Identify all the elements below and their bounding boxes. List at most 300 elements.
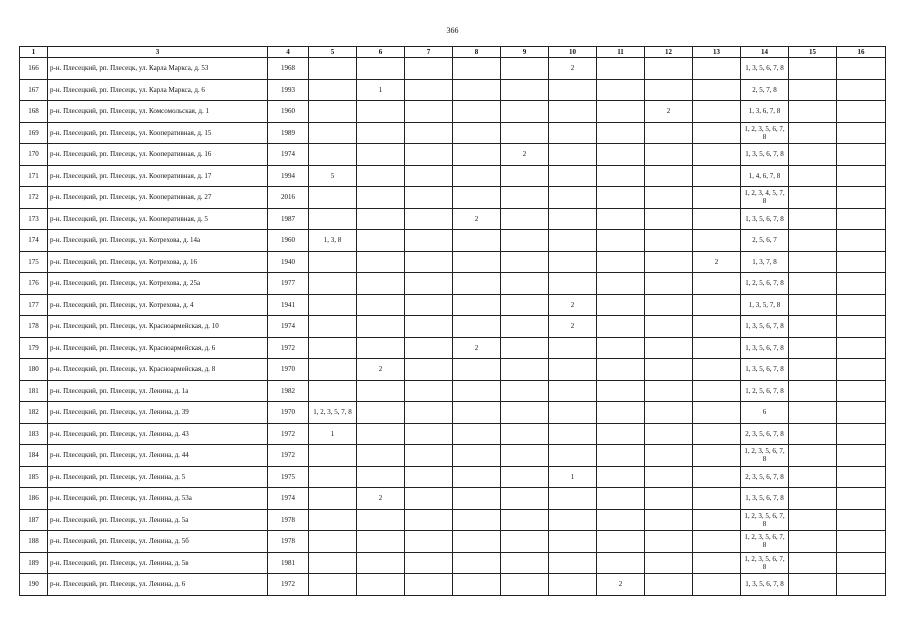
table-cell bbox=[837, 230, 886, 252]
year-cell: 1974 bbox=[268, 144, 309, 166]
table-cell bbox=[309, 273, 357, 295]
table-cell bbox=[453, 251, 501, 273]
table-cell bbox=[357, 423, 405, 445]
table-row bbox=[20, 230, 886, 252]
table-row bbox=[20, 466, 886, 488]
table-cell: 2 bbox=[357, 488, 405, 510]
table-cell bbox=[789, 359, 837, 381]
table-cell bbox=[837, 531, 886, 553]
table-cell bbox=[501, 380, 549, 402]
table-cell bbox=[501, 58, 549, 80]
table-cell bbox=[789, 574, 837, 596]
row-number-cell: 186 bbox=[20, 488, 48, 510]
table-cell bbox=[645, 402, 693, 424]
address-cell: р-н. Плесецкий, рп. Плесецк, ул. Ленина, д. 53а bbox=[48, 488, 268, 510]
table-cell bbox=[597, 316, 645, 338]
table-row bbox=[20, 380, 886, 402]
registry-table bbox=[19, 46, 886, 596]
table-cell: 1, 3, 5, 7, 8 bbox=[741, 294, 789, 316]
table-row bbox=[20, 402, 886, 424]
address-cell: р-н. Плесецкий, рп. Плесецк, ул. Красноармейская, д. 8 bbox=[48, 359, 268, 381]
column-header: 12 bbox=[645, 47, 693, 58]
table-cell bbox=[645, 488, 693, 510]
table-cell bbox=[309, 531, 357, 553]
table-cell bbox=[837, 79, 886, 101]
table-cell bbox=[357, 294, 405, 316]
table-cell bbox=[789, 466, 837, 488]
row-number-cell: 178 bbox=[20, 316, 48, 338]
table-cell bbox=[501, 273, 549, 295]
column-header: 14 bbox=[741, 47, 789, 58]
table-cell bbox=[309, 466, 357, 488]
table-cell bbox=[549, 574, 597, 596]
table-row bbox=[20, 337, 886, 359]
table-cell bbox=[645, 574, 693, 596]
row-number-cell: 177 bbox=[20, 294, 48, 316]
table-cell bbox=[309, 552, 357, 574]
address-cell: р-н. Плесецкий, рп. Плесецк, ул. Комсомольская, д. 1 bbox=[48, 101, 268, 123]
row-number-cell: 173 bbox=[20, 208, 48, 230]
table-cell bbox=[453, 466, 501, 488]
table-cell bbox=[645, 423, 693, 445]
table-cell bbox=[405, 230, 453, 252]
table-cell bbox=[405, 402, 453, 424]
table-cell bbox=[309, 144, 357, 166]
table-cell bbox=[405, 423, 453, 445]
table-cell bbox=[501, 359, 549, 381]
table-cell bbox=[597, 165, 645, 187]
table-cell bbox=[549, 208, 597, 230]
table-cell bbox=[693, 208, 741, 230]
column-header: 5 bbox=[309, 47, 357, 58]
table-cell bbox=[837, 208, 886, 230]
table-cell: 5 bbox=[309, 165, 357, 187]
table-cell bbox=[309, 380, 357, 402]
table-cell bbox=[453, 509, 501, 531]
table-cell bbox=[693, 144, 741, 166]
year-cell: 1981 bbox=[268, 552, 309, 574]
column-header: 13 bbox=[693, 47, 741, 58]
table-cell bbox=[357, 337, 405, 359]
table-cell bbox=[837, 316, 886, 338]
table-cell bbox=[309, 251, 357, 273]
table-cell bbox=[357, 273, 405, 295]
table-cell bbox=[549, 531, 597, 553]
table-cell bbox=[693, 402, 741, 424]
table-cell bbox=[357, 445, 405, 467]
table-cell bbox=[357, 574, 405, 596]
table-cell: 2 bbox=[549, 316, 597, 338]
table-cell bbox=[789, 294, 837, 316]
table-cell: 2 bbox=[549, 294, 597, 316]
year-cell: 1994 bbox=[268, 165, 309, 187]
table-cell: 1, 3, 5, 6, 7, 8 bbox=[741, 144, 789, 166]
row-number-cell: 172 bbox=[20, 187, 48, 209]
table-cell bbox=[453, 294, 501, 316]
table-cell: 1, 2, 5, 6, 7, 8 bbox=[741, 380, 789, 402]
table-cell: 1, 3, 5, 6, 7, 8 bbox=[741, 488, 789, 510]
table-row bbox=[20, 294, 886, 316]
column-header: 9 bbox=[501, 47, 549, 58]
table-cell bbox=[597, 187, 645, 209]
table-cell bbox=[837, 251, 886, 273]
table-cell bbox=[405, 165, 453, 187]
table-cell: 2, 5, 6, 7 bbox=[741, 230, 789, 252]
table-cell bbox=[645, 531, 693, 553]
table-cell bbox=[501, 79, 549, 101]
table-cell: 1 bbox=[357, 79, 405, 101]
year-cell: 1941 bbox=[268, 294, 309, 316]
table-cell bbox=[837, 187, 886, 209]
table-cell bbox=[789, 144, 837, 166]
table-cell bbox=[549, 230, 597, 252]
table-cell bbox=[405, 294, 453, 316]
table-cell bbox=[309, 445, 357, 467]
table-header-row bbox=[20, 47, 886, 58]
table-cell: 1, 3, 8 bbox=[309, 230, 357, 252]
table-cell bbox=[597, 445, 645, 467]
table-cell bbox=[789, 552, 837, 574]
table-cell bbox=[357, 251, 405, 273]
table-cell bbox=[645, 337, 693, 359]
table-cell bbox=[645, 251, 693, 273]
table-cell bbox=[789, 380, 837, 402]
address-cell: р-н. Плесецкий, рп. Плесецк, ул. Кооперативная, д. 16 bbox=[48, 144, 268, 166]
table-cell bbox=[789, 509, 837, 531]
table-cell bbox=[309, 79, 357, 101]
table-row bbox=[20, 79, 886, 101]
table-cell bbox=[837, 402, 886, 424]
table-cell bbox=[645, 208, 693, 230]
row-number-cell: 181 bbox=[20, 380, 48, 402]
table-cell bbox=[309, 208, 357, 230]
column-header: 4 bbox=[268, 47, 309, 58]
table-row bbox=[20, 122, 886, 144]
table-cell bbox=[693, 466, 741, 488]
table-row bbox=[20, 552, 886, 574]
table-cell bbox=[405, 445, 453, 467]
table-cell bbox=[357, 380, 405, 402]
table-cell bbox=[405, 251, 453, 273]
table-cell bbox=[501, 122, 549, 144]
table-cell bbox=[405, 208, 453, 230]
address-cell: р-н. Плесецкий, рп. Плесецк, ул. Кооперативная, д. 27 bbox=[48, 187, 268, 209]
table-cell: 2 bbox=[453, 337, 501, 359]
table-cell bbox=[405, 316, 453, 338]
table-cell bbox=[645, 79, 693, 101]
table-cell bbox=[789, 531, 837, 553]
table-cell bbox=[597, 122, 645, 144]
table-cell bbox=[501, 294, 549, 316]
table-cell bbox=[453, 79, 501, 101]
address-cell: р-н. Плесецкий, рп. Плесецк, ул. Котрехова, д. 25а bbox=[48, 273, 268, 295]
table-row bbox=[20, 359, 886, 381]
table-cell bbox=[357, 552, 405, 574]
table-body bbox=[20, 58, 886, 596]
table-cell bbox=[645, 380, 693, 402]
table-cell: 1, 2, 3, 5, 6, 7, 8 bbox=[741, 445, 789, 467]
table-cell: 1, 3, 5, 6, 7, 8 bbox=[741, 316, 789, 338]
table-cell: 1, 3, 5, 6, 7, 8 bbox=[741, 574, 789, 596]
table-cell bbox=[597, 58, 645, 80]
table-cell bbox=[357, 187, 405, 209]
table-cell bbox=[693, 316, 741, 338]
table-cell bbox=[693, 230, 741, 252]
table-cell bbox=[549, 187, 597, 209]
table-cell bbox=[693, 380, 741, 402]
table-cell bbox=[597, 294, 645, 316]
column-header: 15 bbox=[789, 47, 837, 58]
table-cell bbox=[837, 380, 886, 402]
address-cell: р-н. Плесецкий, рп. Плесецк, ул. Ленина, д. 5б bbox=[48, 531, 268, 553]
table-cell bbox=[789, 316, 837, 338]
row-number-cell: 171 bbox=[20, 165, 48, 187]
table-row bbox=[20, 423, 886, 445]
table-cell bbox=[597, 208, 645, 230]
table-cell bbox=[837, 294, 886, 316]
year-cell: 1974 bbox=[268, 316, 309, 338]
table-cell bbox=[549, 165, 597, 187]
table-cell bbox=[501, 187, 549, 209]
table-row bbox=[20, 316, 886, 338]
address-cell: р-н. Плесецкий, рп. Плесецк, ул. Ленина, д. 1а bbox=[48, 380, 268, 402]
table-cell bbox=[501, 251, 549, 273]
table-cell bbox=[645, 552, 693, 574]
table-cell bbox=[357, 101, 405, 123]
table-cell bbox=[453, 165, 501, 187]
table-cell bbox=[309, 359, 357, 381]
table-cell bbox=[501, 316, 549, 338]
table-cell: 1, 3, 5, 6, 7, 8 bbox=[741, 58, 789, 80]
table-cell: 2 bbox=[501, 144, 549, 166]
table-cell bbox=[501, 445, 549, 467]
table-cell bbox=[693, 574, 741, 596]
table-cell: 1, 2, 3, 5, 7, 8 bbox=[309, 402, 357, 424]
table-cell bbox=[693, 122, 741, 144]
table-cell bbox=[357, 316, 405, 338]
table-cell bbox=[453, 488, 501, 510]
year-cell: 1960 bbox=[268, 101, 309, 123]
table-cell: 1, 2, 5, 6, 7, 8 bbox=[741, 273, 789, 295]
table-cell bbox=[837, 423, 886, 445]
table-cell bbox=[549, 509, 597, 531]
table-cell bbox=[597, 230, 645, 252]
column-header: 16 bbox=[837, 47, 886, 58]
table-cell bbox=[597, 466, 645, 488]
table-cell bbox=[597, 359, 645, 381]
table-cell bbox=[405, 122, 453, 144]
table-cell: 2, 3, 5, 6, 7, 8 bbox=[741, 466, 789, 488]
year-cell: 1972 bbox=[268, 445, 309, 467]
table-cell bbox=[501, 101, 549, 123]
table-cell bbox=[453, 445, 501, 467]
table-cell bbox=[597, 488, 645, 510]
table-cell bbox=[645, 273, 693, 295]
row-number-cell: 179 bbox=[20, 337, 48, 359]
table-cell bbox=[501, 531, 549, 553]
table-cell bbox=[789, 402, 837, 424]
table-cell bbox=[309, 294, 357, 316]
table-cell bbox=[837, 165, 886, 187]
table-cell bbox=[789, 251, 837, 273]
table-cell bbox=[453, 144, 501, 166]
table-cell bbox=[453, 402, 501, 424]
year-cell: 1970 bbox=[268, 402, 309, 424]
table-cell bbox=[645, 58, 693, 80]
table-cell bbox=[837, 122, 886, 144]
address-cell: р-н. Плесецкий, рп. Плесецк, ул. Котрехова, д. 4 bbox=[48, 294, 268, 316]
table-cell bbox=[789, 445, 837, 467]
table-cell bbox=[597, 402, 645, 424]
table-cell bbox=[357, 466, 405, 488]
table-row bbox=[20, 101, 886, 123]
address-cell: р-н. Плесецкий, рп. Плесецк, ул. Кооперативная, д. 17 bbox=[48, 165, 268, 187]
table-cell: 1, 3, 5, 6, 7, 8 bbox=[741, 337, 789, 359]
table-cell bbox=[549, 79, 597, 101]
table-cell bbox=[549, 101, 597, 123]
table-cell bbox=[837, 359, 886, 381]
table-cell bbox=[693, 187, 741, 209]
row-number-cell: 187 bbox=[20, 509, 48, 531]
address-cell: р-н. Плесецкий, рп. Плесецк, ул. Ленина, д. 43 bbox=[48, 423, 268, 445]
page-number: 366 bbox=[446, 26, 459, 35]
table-cell bbox=[789, 337, 837, 359]
table-cell bbox=[693, 58, 741, 80]
table-cell bbox=[501, 402, 549, 424]
table-cell bbox=[501, 509, 549, 531]
table-cell bbox=[597, 79, 645, 101]
table-cell bbox=[501, 552, 549, 574]
table-cell bbox=[597, 423, 645, 445]
column-header: 8 bbox=[453, 47, 501, 58]
table-cell bbox=[453, 316, 501, 338]
table-cell bbox=[549, 337, 597, 359]
address-cell: р-н. Плесецкий, рп. Плесецк, ул. Карла Маркса, д. 53 bbox=[48, 58, 268, 80]
table-cell bbox=[837, 488, 886, 510]
table-cell bbox=[405, 380, 453, 402]
table-cell: 1, 3, 6, 7, 8 bbox=[741, 101, 789, 123]
table-row bbox=[20, 208, 886, 230]
year-cell: 1989 bbox=[268, 122, 309, 144]
table-row bbox=[20, 187, 886, 209]
table-cell bbox=[693, 294, 741, 316]
row-number-cell: 168 bbox=[20, 101, 48, 123]
table-cell bbox=[405, 359, 453, 381]
table-cell bbox=[837, 58, 886, 80]
table-cell bbox=[597, 101, 645, 123]
table-cell bbox=[645, 445, 693, 467]
row-number-cell: 170 bbox=[20, 144, 48, 166]
table-cell bbox=[405, 273, 453, 295]
year-cell: 1982 bbox=[268, 380, 309, 402]
table-cell: 2 bbox=[597, 574, 645, 596]
table-cell bbox=[549, 380, 597, 402]
table-cell bbox=[549, 488, 597, 510]
table-cell bbox=[309, 58, 357, 80]
table-cell bbox=[405, 187, 453, 209]
table-row bbox=[20, 273, 886, 295]
year-cell: 1993 bbox=[268, 79, 309, 101]
table-cell bbox=[597, 273, 645, 295]
table-cell bbox=[597, 251, 645, 273]
address-cell: р-н. Плесецкий, рп. Плесецк, ул. Красноармейская, д. 6 bbox=[48, 337, 268, 359]
table-cell: 6 bbox=[741, 402, 789, 424]
table-cell bbox=[693, 552, 741, 574]
table-row bbox=[20, 531, 886, 553]
table-row bbox=[20, 509, 886, 531]
table-cell: 1, 2, 3, 5, 6, 7, 8 bbox=[741, 531, 789, 553]
table-cell bbox=[789, 101, 837, 123]
table-cell bbox=[693, 423, 741, 445]
table-cell bbox=[453, 423, 501, 445]
table-cell bbox=[693, 445, 741, 467]
row-number-cell: 175 bbox=[20, 251, 48, 273]
table-cell bbox=[549, 445, 597, 467]
table-cell bbox=[453, 230, 501, 252]
table-cell bbox=[357, 165, 405, 187]
table-cell bbox=[501, 165, 549, 187]
year-cell: 1972 bbox=[268, 423, 309, 445]
table-cell: 2 bbox=[357, 359, 405, 381]
table-cell bbox=[645, 466, 693, 488]
table-cell bbox=[501, 230, 549, 252]
table-cell bbox=[549, 402, 597, 424]
table-cell: 2 bbox=[693, 251, 741, 273]
table-cell bbox=[453, 531, 501, 553]
table-cell bbox=[597, 509, 645, 531]
table-cell bbox=[501, 466, 549, 488]
table-cell bbox=[789, 488, 837, 510]
table-row bbox=[20, 165, 886, 187]
table-cell bbox=[405, 531, 453, 553]
table-cell bbox=[309, 316, 357, 338]
table-cell: 1, 3, 5, 6, 7, 8 bbox=[741, 359, 789, 381]
table-cell: 1 bbox=[309, 423, 357, 445]
table-cell bbox=[453, 359, 501, 381]
column-header: 6 bbox=[357, 47, 405, 58]
table-cell bbox=[549, 122, 597, 144]
table-cell bbox=[693, 531, 741, 553]
table-row bbox=[20, 445, 886, 467]
address-cell: р-н. Плесецкий, рп. Плесецк, ул. Карла Маркса, д. 6 bbox=[48, 79, 268, 101]
table-cell bbox=[309, 488, 357, 510]
table-cell bbox=[837, 144, 886, 166]
year-cell: 1972 bbox=[268, 574, 309, 596]
table-cell: 1, 3, 7, 8 bbox=[741, 251, 789, 273]
year-cell: 1975 bbox=[268, 466, 309, 488]
table-cell bbox=[837, 552, 886, 574]
row-number-cell: 182 bbox=[20, 402, 48, 424]
address-cell: р-н. Плесецкий, рп. Плесецк, ул. Котрехова, д. 14а bbox=[48, 230, 268, 252]
row-number-cell: 174 bbox=[20, 230, 48, 252]
address-cell: р-н. Плесецкий, рп. Плесецк, ул. Ленина, д. 39 bbox=[48, 402, 268, 424]
year-cell: 1977 bbox=[268, 273, 309, 295]
table-cell bbox=[453, 58, 501, 80]
table-cell bbox=[501, 423, 549, 445]
table-cell bbox=[309, 509, 357, 531]
table-cell bbox=[837, 445, 886, 467]
table-cell bbox=[645, 165, 693, 187]
table-cell bbox=[645, 359, 693, 381]
table-cell bbox=[405, 509, 453, 531]
table-cell bbox=[405, 337, 453, 359]
address-cell: р-н. Плесецкий, рп. Плесецк, ул. Ленина, д. 5а bbox=[48, 509, 268, 531]
table-cell: 2, 5, 7, 8 bbox=[741, 79, 789, 101]
table-cell: 2, 3, 5, 6, 7, 8 bbox=[741, 423, 789, 445]
table-cell bbox=[789, 208, 837, 230]
table-cell bbox=[789, 165, 837, 187]
table-cell bbox=[549, 251, 597, 273]
